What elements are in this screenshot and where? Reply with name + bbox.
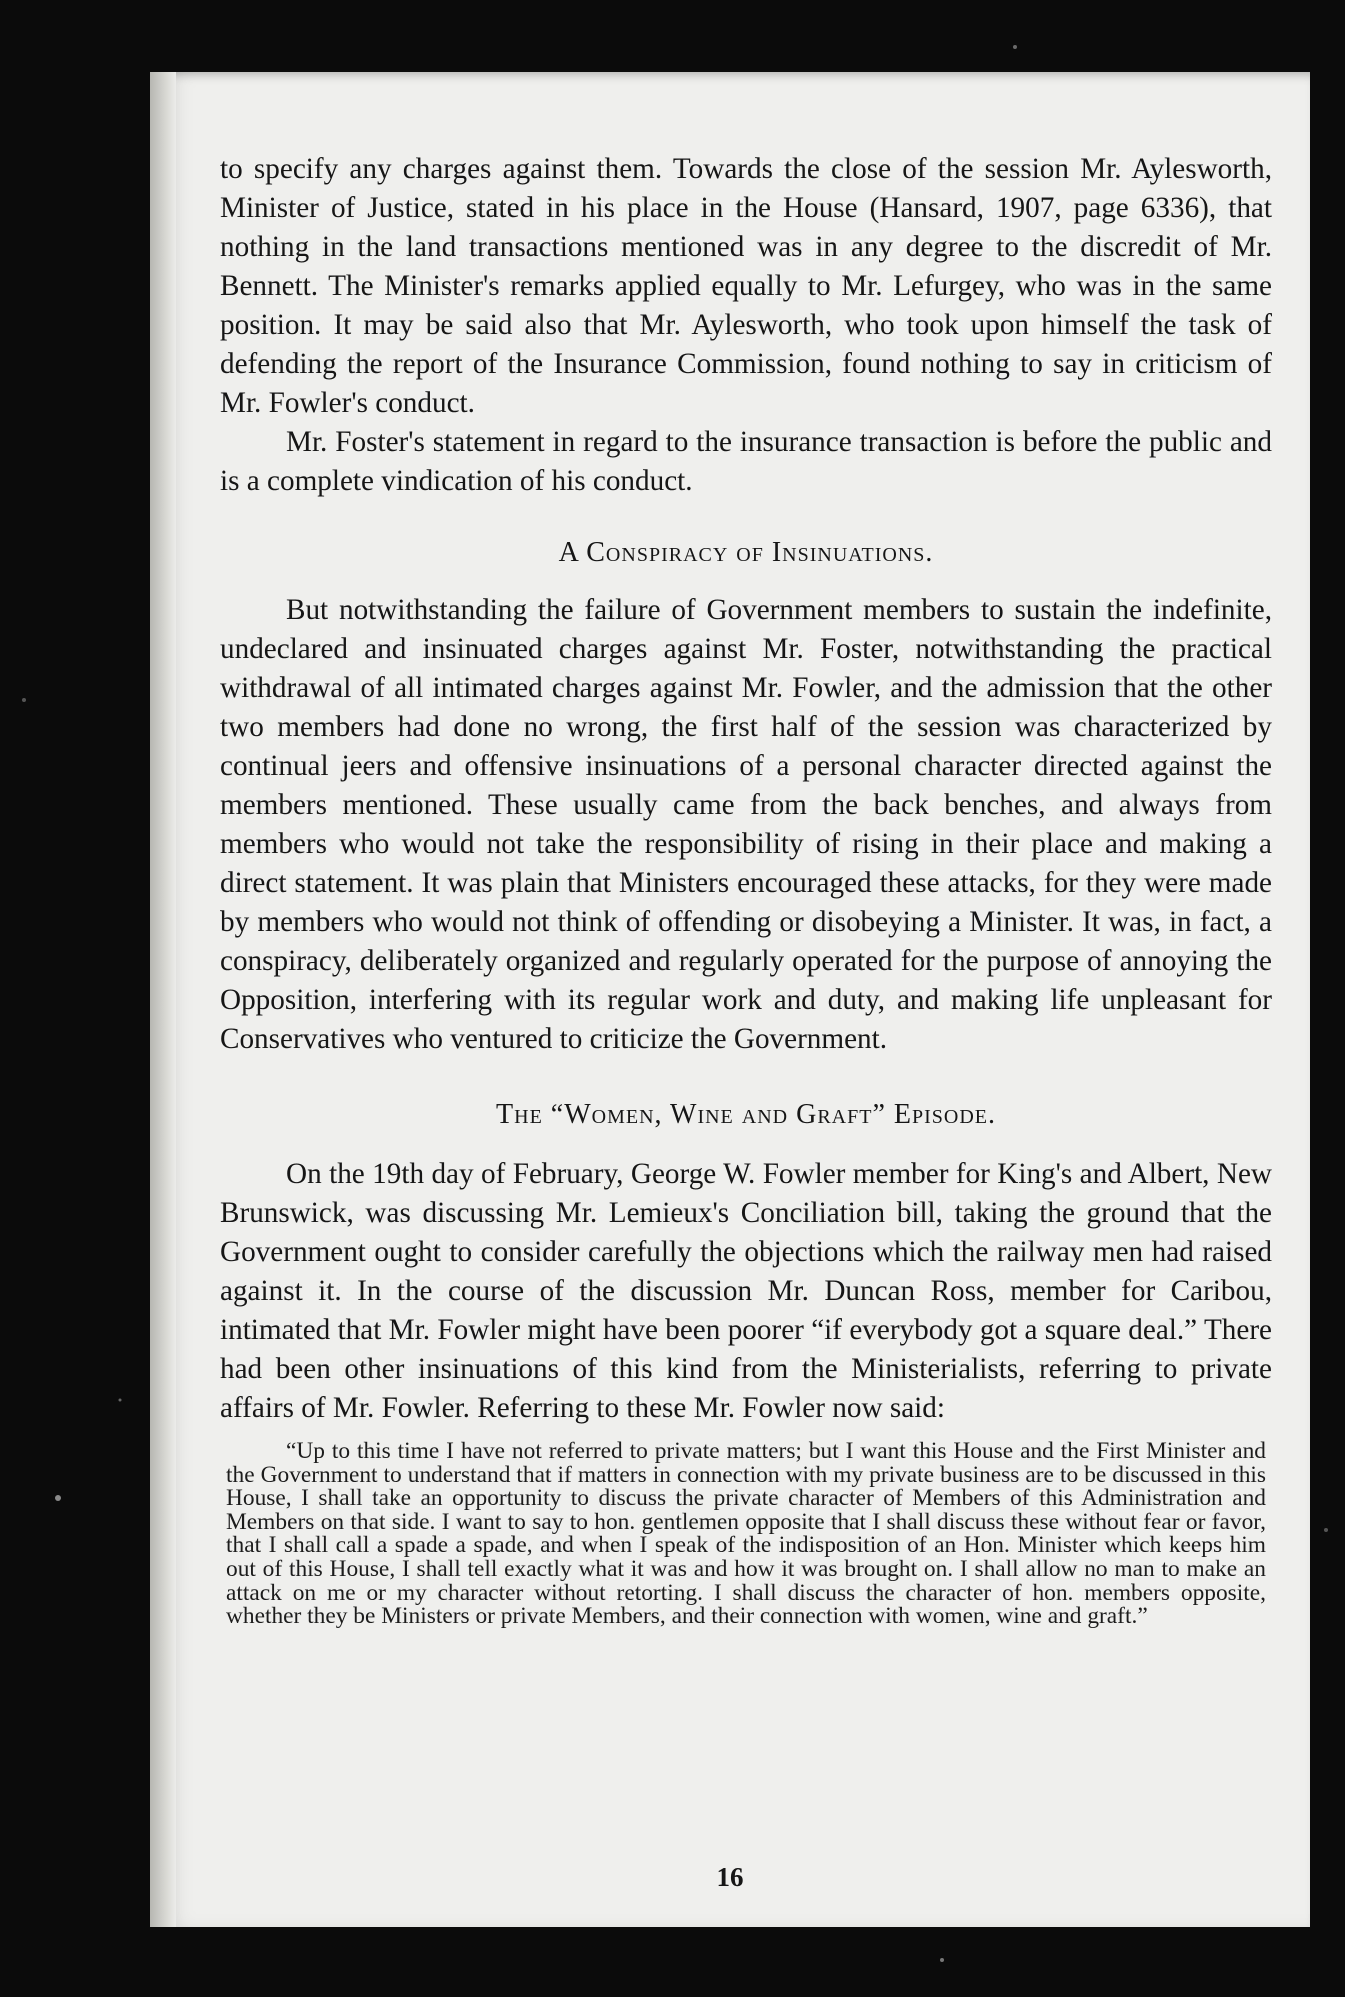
page-number: 16 (716, 1862, 744, 1892)
page-body-text (220, 150, 1272, 1629)
page-gutter-shadow (150, 72, 176, 1927)
section-heading-conspiracy: A Conspiracy of Insinuations. (558, 537, 934, 568)
scanned-book-page (150, 72, 1310, 1927)
section-heading-women-wine-graft: The “Women, Wine and Graft” Episode. (496, 1099, 996, 1130)
paragraph-aylesworth: to specify any charges against them. Towards the close of the session Mr. Aylesworth, Minister of Justice, stated in his place in the House (Hansard, 1907, page 6336), that nothing in the land transactions mentioned was in any degree to the discredit of Mr. Bennett. The Minister's remarks applied equally to Mr. Lefurgey, who was in the same position. It may be said also that Mr. Aylesworth, who took upon himself the task of defending the report of the Insurance Commission, found nothing to say in criticism of Mr. Fowler's conduct. (220, 153, 1272, 419)
paragraph-conspiracy: But notwithstanding the failure of Government members to sustain the indefinite, undeclared and insinuated charges against Mr. Foster, notwithstanding the practical withdrawal of all intimated charges against Mr. Fowler, and the admission that the other two members had done no wrong, the first half of the session was characterized by continual jeers and offensive insinuations of a personal character directed against the members mentioned. These usually came from the back benches, and always from members who would not take the responsibility of rising in their place and making a direct statement. It was plain that Ministers encouraged these attacks, for they were made by members who would not think of offending or disobeying a Minister. It was, in fact, a conspiracy, deliberately organized and regularly operated for the purpose of annoying the Opposition, interfering with its regular work and duty, and making life unpleasant for Conservatives who ventured to criticize the Government. (220, 594, 1272, 1055)
paragraph-foster-statement: Mr. Foster's statement in regard to the insurance transaction is before the public and is a complete vindication of his conduct. (220, 426, 1272, 497)
paragraph-fowler-episode: On the 19th day of February, George W. Fowler member for King's and Albert, New Brunswick, was discussing Mr. Lemieux's Conciliation bill, taking the ground that the Government ought to consider carefully the objections which the railway men had raised against it. In the course of the discussion Mr. Duncan Ross, member for Caribou, intimated that Mr. Fowler might have been poorer “if everybody got a square deal.” There had been other insinuations of this kind from the Ministerialists, referring to private affairs of Mr. Fowler. Referring to these Mr. Fowler now said: (220, 1158, 1272, 1424)
fowler-quotation: “Up to this time I have not referred to private matters; but I want this House and the First Minister and the Government to understand that if matters in connection with my private business are to be discussed in this House, I shall take an opportunity to discuss the private character of Members of this Administration and Members on that side. I want to say to hon. gentlemen opposite that I shall discuss these without fear or favor, that I shall call a spade a spade, and when I speak of the indisposition of an Hon. Minister which keeps him out of this House, I shall tell exactly what it was and how it was brought on. I shall allow no man to make an attack on me or my character without retorting. I shall discuss the character of hon. members opposite, whether they be Ministers or private Members, and their connection with women, wine and graft.” (226, 1438, 1266, 1630)
